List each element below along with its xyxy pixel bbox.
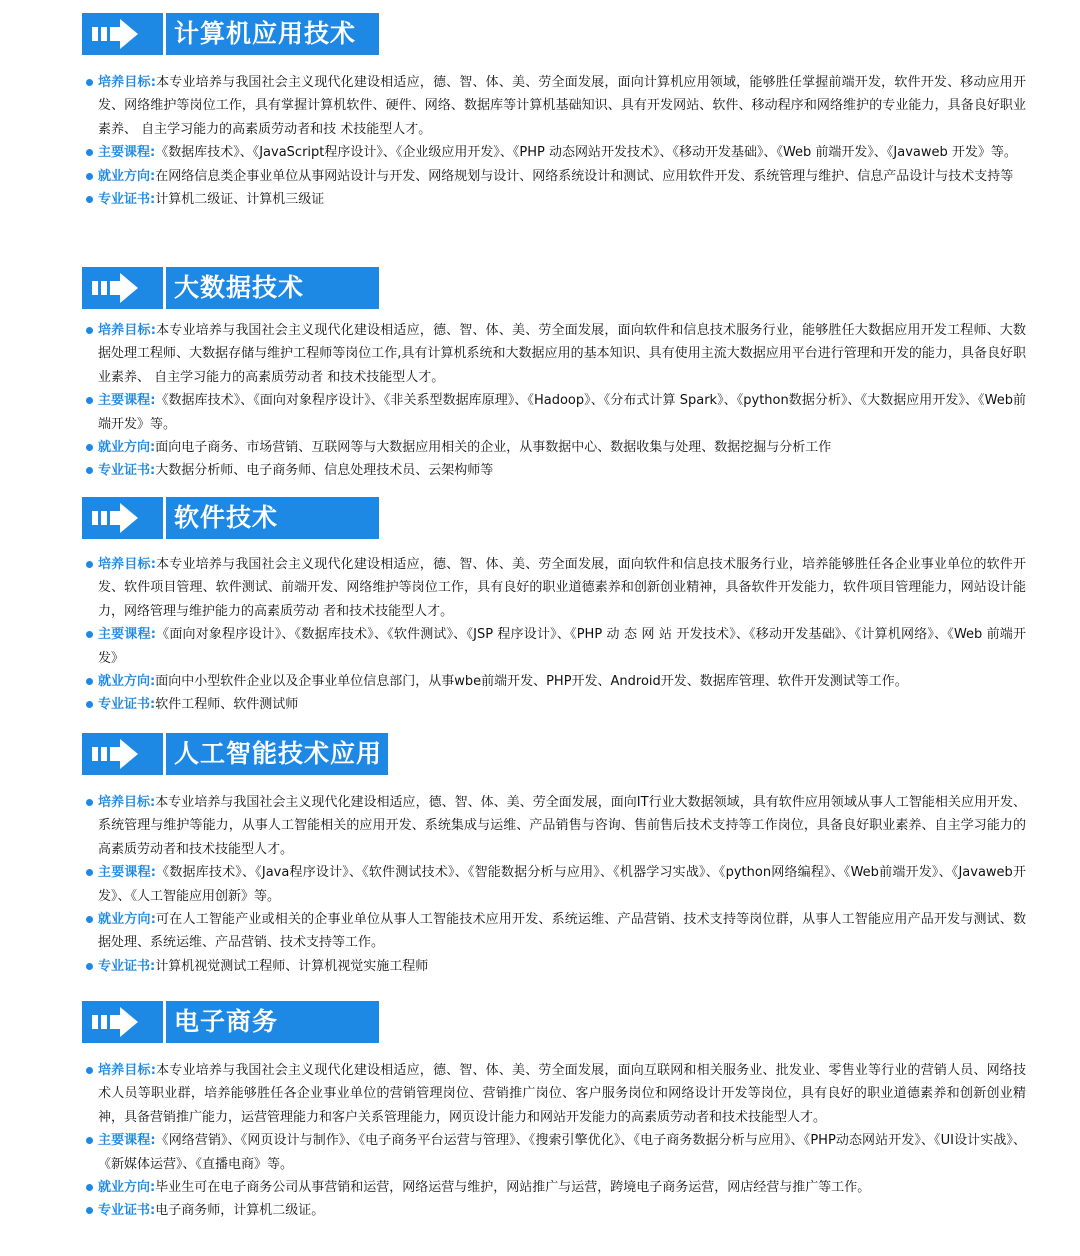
item-label: 主要课程: [98, 627, 156, 643]
item-list [86, 71, 1026, 211]
list-item [86, 71, 1026, 141]
dot-bullet-icon [86, 799, 93, 806]
banner-divider [163, 13, 166, 55]
list-item [86, 693, 1026, 716]
item-list [86, 319, 1026, 483]
play-arrow-icon [82, 733, 144, 775]
item-text: 本专业培养与我国社会主义现代化建设相适应，德、智、体、美、劳全面发展，面向互联网和相关服务业、批发业、零售业等行业的营销人员、网络技术人员等职业群，培养能够胜任各企业事业单位的营销管理岗位、营销推广岗位、客户服务岗位和网络设计开发等岗位，具有良好的职业道德素养和创新创业精神，具备营销推广能力，运营管理能力和客户关系管理能力，网页设计能力和网站开发能力的高素质劳动者和技术技能型人才。 [98, 1063, 1026, 1125]
dot-bullet-icon [86, 678, 93, 685]
item-text: 《网络营销》、《网页设计与制作》、《电子商务平台运营与管理》、《搜索引擎优化》、《电子商务数据分析与应用》、《PHP动态网站开发》、《UI设计实战》、《新媒体运营》、《直播电商》等。 [98, 1133, 1026, 1172]
item-list [86, 553, 1026, 717]
dot-bullet-icon [86, 467, 93, 474]
section-banner [82, 1001, 379, 1043]
item-label: 主要课程: [98, 145, 156, 161]
dot-bullet-icon [86, 561, 93, 568]
item-text: 《数据库技术》、《Java程序设计》、《软件测试技术》、《智能数据分析与应用》、《机器学习实战》、《python网络编程》、《Web前端开发》、《Javaweb开发》、《人工智能应用创新》等。 [98, 865, 1026, 904]
list-item [86, 791, 1026, 861]
item-list [86, 1059, 1026, 1223]
item-label: 培养目标: [98, 795, 156, 810]
dot-bullet-icon [86, 149, 93, 156]
dot-bullet-icon [86, 701, 93, 708]
item-label: 主要课程: [98, 393, 156, 409]
item-text: 本专业培养与我国社会主义现代化建设相适应，德、智、体、美、劳全面发展，面向软件和信息技术服务行业，能够胜任大数据应用开发工程师、大数据处理工程师、大数据存储与维护工程师等岗位工作,具有计算机系统和大数据应用的基本知识、具有使用主流大数据应用平台进行管理和开发的能力，具备良好职业素养、 自主学习能力的高素质劳动者 和技术技能型人才。 [98, 323, 1026, 385]
banner-divider [163, 267, 166, 309]
play-arrow-icon [82, 267, 144, 309]
list-item [86, 1199, 1026, 1222]
item-label: 培养目标: [98, 557, 156, 572]
item-label: 主要课程: [98, 865, 156, 881]
item-label: 就业方向: [98, 168, 156, 184]
dot-bullet-icon [86, 1207, 93, 1214]
section-banner [82, 497, 379, 539]
play-arrow-icon [82, 497, 144, 539]
item-label: 就业方向: [98, 440, 156, 456]
item-text: 软件工程师、软件测试师 [155, 697, 299, 713]
section-title: 大数据技术 [174, 273, 305, 302]
item-label: 专业证书: [98, 697, 156, 713]
item-label: 专业证书: [98, 958, 156, 974]
item-text: 电子商务师，计算机二级证。 [155, 1203, 325, 1219]
list-item [86, 459, 1026, 482]
dot-bullet-icon [86, 196, 93, 203]
dot-bullet-icon [86, 327, 93, 334]
section-title: 软件技术 [174, 503, 279, 532]
dot-bullet-icon [86, 1067, 93, 1074]
dot-bullet-icon [86, 1137, 93, 1144]
banner-divider [163, 733, 166, 775]
item-text: 《数据库技术》、《JavaScript程序设计》、《企业级应用开发》、《PHP 动态网站开发技术》、《移动开发基础》、《Web 前端开发》、《Javaweb 开发》等。 [155, 145, 1017, 161]
item-text: 本专业培养与我国社会主义现代化建设相适应，德、智、体、美、劳全面发展，面向软件和信息技术服务行业，培养能够胜任各企业事业单位的软件开发、软件项目管理、软件测试、前端开发、网络维护等岗位工作，具有良好的职业道德素养和创新创业精神，具备软件开发能力，软件项目管理能力，网站设计能力，网络管理与维护能力的高素质劳动 者和技术技能型人才。 [98, 557, 1026, 619]
list-item [86, 670, 1026, 693]
item-text: 面向电子商务、市场营销、互联网等与大数据应用相关的企业，从事数据中心、数据收集与处理、数据挖掘与分析工作 [155, 440, 832, 456]
item-text: 计算机视觉测试工程师、计算机视觉实施工程师 [155, 958, 429, 974]
section-title: 人工智能技术应用 [174, 739, 383, 768]
list-item [86, 319, 1026, 389]
dot-bullet-icon [86, 397, 93, 404]
item-label: 就业方向: [98, 674, 156, 690]
banner-divider [163, 1001, 166, 1043]
banner-divider [163, 497, 166, 539]
list-item [86, 165, 1026, 188]
dot-bullet-icon [86, 869, 93, 876]
item-label: 培养目标: [98, 75, 156, 90]
item-label: 就业方向: [98, 1180, 156, 1196]
item-text: 《数据库技术》、《面向对象程序设计》、《非关系型数据库原理》、《Hadoop》、《分布式计算 Spark》、《python数据分析》、《大数据应用开发》、《Web前端开发》等。 [98, 393, 1026, 432]
item-label: 就业方向: [98, 912, 156, 928]
section-banner [82, 13, 379, 55]
item-text: 本专业培养与我国社会主义现代化建设相适应，德、智、体、美、劳全面发展，面向计算机应用领域，能够胜任掌握前端开发，软件开发、移动应用开发、网络维护等岗位工作，具有掌握计算机软件、硬件、网络、数据库等计算机基础知识、具有开发网站、软件、移动程序和网络维护的专业能力，具备良好职业素养、 自主学习能力的高素质劳动者和技 术技能型人才。 [98, 75, 1026, 137]
item-text: 在网络信息类企事业单位从事网站设计与开发、网络规划与设计、网络系统设计和测试、应用软件开发、系统管理与维护、信息产品设计与技术支持等 [155, 168, 1014, 184]
item-text: 计算机二级证、计算机三级证 [155, 192, 325, 208]
play-arrow-icon [82, 1001, 144, 1043]
item-label: 培养目标: [98, 1063, 156, 1078]
item-label: 专业证书: [98, 1203, 156, 1219]
item-text: 本专业培养与我国社会主义现代化建设相适应，德、智、体、美、劳全面发展，面向IT行业大数据领域，具有软件应用领域从事人工智能相关应用开发、系统管理与维护等能力，从事人工智能相关的应用开发、系统集成与运维、产品销售与咨询、售前售后技术支持等工作岗位，具备良好职业素养、自主学习能力的高素质劳动者和技术技能型人才。 [98, 795, 1026, 857]
list-item [86, 436, 1026, 459]
dot-bullet-icon [86, 1184, 93, 1191]
list-item [86, 1059, 1026, 1129]
item-list [86, 791, 1026, 978]
list-item [86, 1176, 1026, 1199]
item-text: 可在人工智能产业或相关的企事业单位从事人工智能技术应用开发、系统运维、产品营销、技术支持等岗位群，从事人工智能应用产品开发与测试、数据处理、系统运维、产品营销、技术支持等工作。 [98, 912, 1026, 951]
list-item [86, 1129, 1026, 1176]
item-text: 毕业生可在电子商务公司从事营销和运营，网络运营与维护，网站推广与运营，跨境电子商务运营，网店经营与推广等工作。 [155, 1180, 871, 1196]
list-item [86, 389, 1026, 436]
list-item [86, 188, 1026, 211]
section-banner [82, 267, 379, 309]
item-label: 专业证书: [98, 463, 156, 479]
item-label: 培养目标: [98, 323, 156, 338]
item-label: 专业证书: [98, 192, 156, 208]
dot-bullet-icon [86, 916, 93, 923]
item-label: 主要课程: [98, 1133, 156, 1149]
list-item [86, 141, 1026, 164]
list-item [86, 553, 1026, 623]
dot-bullet-icon [86, 963, 93, 970]
list-item [86, 908, 1026, 955]
item-text: 面向中小型软件企业以及企事业单位信息部门，从事wbe前端开发、PHP开发、Android开发、数据库管理、软件开发测试等工作。 [155, 674, 908, 690]
dot-bullet-icon [86, 173, 93, 180]
dot-bullet-icon [86, 444, 93, 451]
section-title: 电子商务 [174, 1007, 279, 1036]
section-banner [82, 733, 388, 775]
list-item [86, 623, 1026, 670]
list-item [86, 861, 1026, 908]
section-title: 计算机应用技术 [174, 19, 357, 48]
item-text: 《面向对象程序设计》、《数据库技术》、《软件测试》、《JSP 程序设计》、《PHP 动 态 网 站 开发技术》、《移动开发基础》、《计算机网络》、《Web 前端开发》 [98, 627, 1026, 666]
item-text: 大数据分析师、电子商务师、信息处理技术员、云架构师等 [155, 463, 494, 479]
play-arrow-icon [82, 13, 144, 55]
dot-bullet-icon [86, 631, 93, 638]
dot-bullet-icon [86, 79, 93, 86]
list-item [86, 955, 1026, 978]
